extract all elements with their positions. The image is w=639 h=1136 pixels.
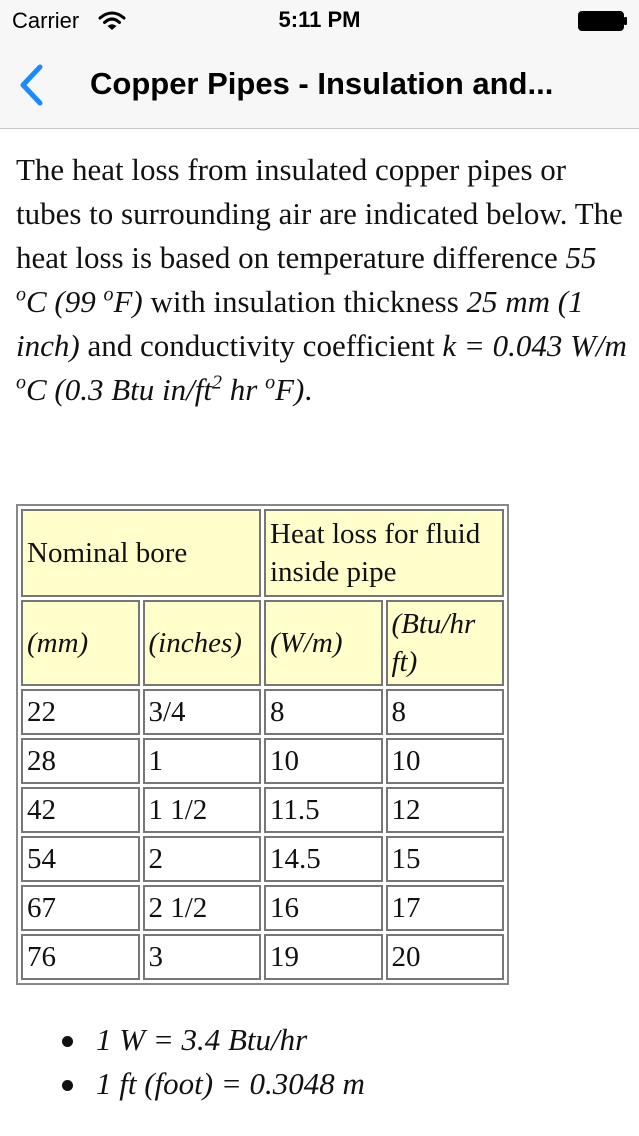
table-row [21, 738, 504, 784]
cell-mm: 76 [21, 934, 140, 980]
carrier-label: Carrier [12, 8, 80, 33]
cell-btu-hr-ft: 12 [386, 787, 505, 833]
header-nominal-bore: Nominal bore [21, 509, 261, 597]
cell-inches: 1 1/2 [143, 787, 262, 833]
table-row [21, 787, 504, 833]
status-time: 5:11 PM [278, 7, 361, 32]
header-heat-loss: Heat loss for fluid inside pipe [264, 509, 504, 597]
cell-w-per-m: 16 [264, 885, 383, 931]
cell-mm: 67 [21, 885, 140, 931]
page-title: Copper Pipes - Insulation and... [90, 66, 554, 101]
cell-w-per-m: 19 [264, 934, 383, 980]
cell-btu-hr-ft: 15 [386, 836, 505, 882]
cell-w-per-m: 8 [264, 689, 383, 735]
chevron-left-icon [16, 64, 46, 106]
heat-loss-table [16, 504, 509, 985]
subheader-mm: (mm) [21, 600, 140, 686]
table-row [21, 885, 504, 931]
conversion-foot: 1 ft (foot) = 0.3048 m [96, 1066, 365, 1101]
subheader-inches: (inches) [143, 600, 262, 686]
heat-loss-table-wrapper [16, 504, 509, 985]
conversion-watt: 1 W = 3.4 Btu/hr [96, 1022, 308, 1057]
cell-mm: 54 [21, 836, 140, 882]
cell-inches: 2 [143, 836, 262, 882]
back-button[interactable] [6, 54, 62, 114]
cell-inches: 1 [143, 738, 262, 784]
cell-btu-hr-ft: 10 [386, 738, 505, 784]
cell-w-per-m: 10 [264, 738, 383, 784]
cell-inches: 3/4 [143, 689, 262, 735]
cell-mm: 42 [21, 787, 140, 833]
status-bar [0, 0, 639, 40]
cell-btu-hr-ft: 20 [386, 934, 505, 980]
intro-paragraph: The heat loss from insulated copper pipes or tubes to surrounding air are indicated below. The heat loss is based on temperature difference 55 $^o$C (99 $^o$F) with insulation thickness 25 mm (1 inch) and conductivity coefficient k = 0.043 W/m $^o$C (0.3 Btu $in/ft^2$ hr $^o$F). [16, 152, 627, 407]
battery-icon [578, 11, 628, 31]
bullet-dot-icon [62, 1080, 73, 1091]
table-row [21, 934, 504, 980]
list-item [52, 1018, 365, 1062]
cell-w-per-m: 11.5 [264, 787, 383, 833]
cell-btu-hr-ft: 17 [386, 885, 505, 931]
navigation-bar [0, 40, 639, 129]
cell-w-per-m: 14.5 [264, 836, 383, 882]
cell-mm: 22 [21, 689, 140, 735]
cell-btu-hr-ft: 8 [386, 689, 505, 735]
cell-inches: 2 1/2 [143, 885, 262, 931]
content-area [16, 130, 628, 1101]
bullet-dot-icon [62, 1036, 73, 1047]
subheader-w-per-m: (W/m) [264, 600, 383, 686]
list-item [52, 1062, 365, 1106]
table-row [21, 836, 504, 882]
cell-inches: 3 [143, 934, 262, 980]
table-row [21, 689, 504, 735]
conversion-list [52, 1018, 365, 1106]
cell-mm: 28 [21, 738, 140, 784]
subheader-btu-hr-ft: (Btu/hr ft) [386, 600, 505, 686]
